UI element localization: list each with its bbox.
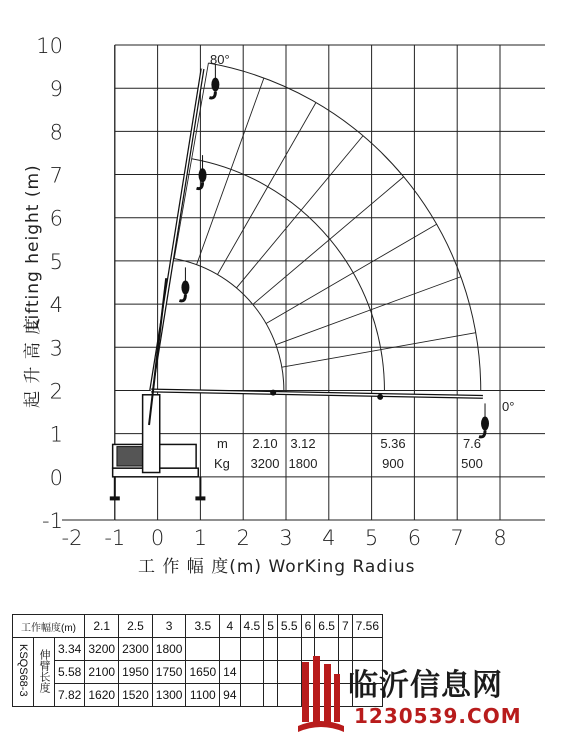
boom-length-value: 7.82 <box>55 684 85 707</box>
boom-length-value: 5.58 <box>55 661 85 684</box>
table-cell: 1300 <box>152 684 186 707</box>
table-header-cell: 3 <box>152 615 186 638</box>
table-header-row <box>13 615 383 638</box>
lifting-range-arcs <box>174 63 481 390</box>
y-tick-label: 2 <box>49 379 63 404</box>
hook-icon-tip <box>179 295 185 301</box>
hook-icon <box>199 168 207 182</box>
boom-horizontal-inner <box>151 390 483 396</box>
table-cell: 1950 <box>119 661 153 684</box>
table-cell: 14 <box>220 661 240 684</box>
y-tick-label: 1 <box>49 422 63 447</box>
table-cell: 1100 <box>186 684 220 707</box>
x-tick-label: 3 <box>279 526 293 550</box>
site-name: 临沂信息网 <box>348 668 503 703</box>
table-header-cell: 7.56 <box>352 615 382 638</box>
hook-icon-tip <box>209 92 215 98</box>
y-tick-label: 0 <box>49 465 63 490</box>
table-header-cell: 2.5 <box>119 615 153 638</box>
radial-line <box>276 277 461 345</box>
y-tick-label: 5 <box>49 249 63 274</box>
model-label: KSQS68-3 <box>17 644 29 697</box>
angle-max-label: 80° <box>210 52 230 67</box>
table-header-cell: 4.5 <box>240 615 264 638</box>
table-cell: 1800 <box>152 638 186 661</box>
y-axis-title-en: Lifting height (m) <box>23 164 43 330</box>
table-cell: 2100 <box>85 661 119 684</box>
table-cell <box>264 661 278 684</box>
x-tick-label: 2 <box>236 526 250 550</box>
radial-line <box>197 78 264 265</box>
x-tick-label: 7 <box>450 526 464 550</box>
load-radius-label: 2.10 <box>252 436 278 451</box>
boom-joint <box>377 394 383 400</box>
table-header-label: 工作幅度(m) <box>13 615 85 638</box>
boom-length-value: 3.34 <box>55 638 85 661</box>
table-cell <box>240 638 264 661</box>
y-tick-label: 8 <box>49 120 63 145</box>
x-tick-label: -1 <box>104 526 126 550</box>
hook-icon <box>211 78 219 92</box>
x-axis-title: 工 作 幅 度(m) WorKing Radius <box>138 557 416 577</box>
hook-icon <box>181 281 189 295</box>
table-header-cell: 5.5 <box>277 615 301 638</box>
outrigger-pad <box>110 496 120 500</box>
table-header-cell: 6 <box>301 615 315 638</box>
table-cell: 1620 <box>85 684 119 707</box>
watermark <box>296 656 556 736</box>
table-cell <box>240 684 264 707</box>
table-cell: 2300 <box>119 638 153 661</box>
x-tick-label: -2 <box>61 526 83 550</box>
radial-line <box>218 103 316 275</box>
y-tick-label: -1 <box>42 509 63 533</box>
load-weight-label: 3200 <box>250 456 280 471</box>
outrigger-pad <box>195 496 205 500</box>
table-cell <box>264 684 278 707</box>
x-tick-label: 4 <box>322 526 336 550</box>
y-tick-label: 4 <box>49 293 63 318</box>
boom-joint <box>270 390 276 396</box>
x-tick-label: 8 <box>493 526 507 550</box>
table-cell: 1520 <box>119 684 153 707</box>
table-header-cell: 3.5 <box>186 615 220 638</box>
table-header-cell: 5 <box>264 615 278 638</box>
table-cell: 1750 <box>152 661 186 684</box>
load-weight-label: 500 <box>461 456 483 471</box>
table-cell <box>186 638 220 661</box>
table-cell <box>264 638 278 661</box>
table-cell: 1650 <box>186 661 220 684</box>
load-weight-label: 1800 <box>288 456 318 471</box>
table-header-cell: 6.5 <box>315 615 339 638</box>
site-logo-icon <box>298 656 344 734</box>
angle-min-label: 0° <box>502 399 515 414</box>
boom-length-label: 伸臂长度 <box>38 648 50 693</box>
axis-ticks <box>36 34 506 550</box>
x-tick-label: 0 <box>150 526 165 550</box>
y-tick-label: 3 <box>49 336 63 361</box>
range-arc <box>174 259 284 391</box>
table-header-cell: 2.1 <box>85 615 119 638</box>
table-cell: 94 <box>220 684 240 707</box>
table-header-cell: 7 <box>338 615 352 638</box>
x-tick-label: 5 <box>364 526 379 550</box>
hook-icon-tip <box>197 182 203 188</box>
y-tick-label: 9 <box>49 77 63 102</box>
unit-kg-label: Kg <box>214 456 230 471</box>
radial-line <box>266 224 437 323</box>
site-url: 1230539.COM <box>354 704 522 728</box>
table-cell <box>220 638 240 661</box>
hook-icon <box>481 417 489 431</box>
y-tick-label: 10 <box>36 34 63 59</box>
y-tick-label: 6 <box>49 206 63 231</box>
table-cell <box>240 661 264 684</box>
boom-length-cell <box>34 638 55 707</box>
unit-m-label: m <box>217 436 228 451</box>
x-tick-label: 6 <box>407 526 422 550</box>
model-cell <box>13 638 34 707</box>
y-axis-title-cn: 起 升 高 度 <box>23 316 43 408</box>
load-radius-label: 3.12 <box>290 436 316 451</box>
table-header-cell: 4 <box>220 615 240 638</box>
table-cell: 3200 <box>85 638 119 661</box>
y-tick-label: 7 <box>49 163 63 188</box>
load-radius-label: 7.6 <box>462 436 482 451</box>
load-weight-label: 900 <box>382 456 404 471</box>
load-radius-label: 5.36 <box>380 436 406 451</box>
load-labels <box>251 436 483 471</box>
x-tick-label: 1 <box>193 526 208 550</box>
